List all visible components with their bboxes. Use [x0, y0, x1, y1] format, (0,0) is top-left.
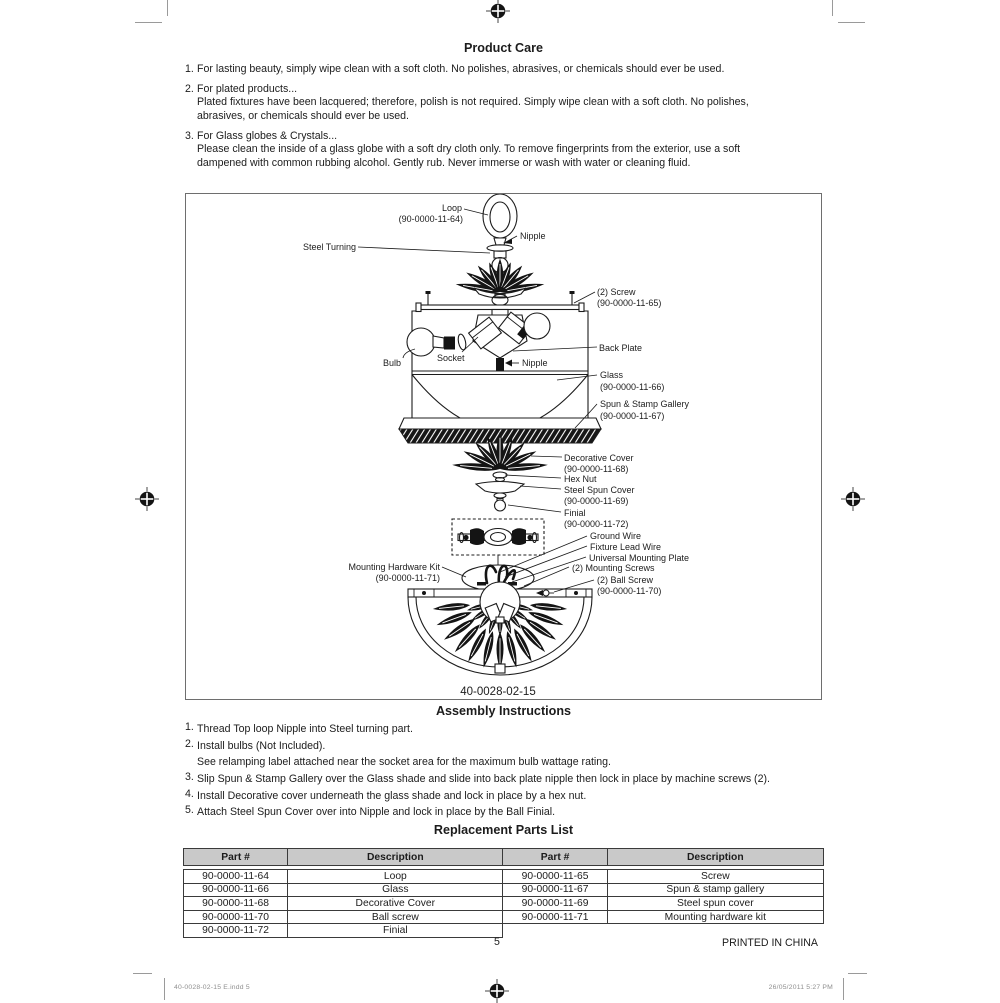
crop-mark — [843, 978, 844, 1000]
step-line: See relamping label attached near the socket area for the maximum bulb wattage rating. — [197, 756, 611, 769]
assembly-step — [185, 788, 835, 804]
finial-part — [495, 499, 506, 512]
item-line: For lasting beauty, simply wipe clean with a soft cloth. No polishes, abrasives, or chemicals should ever be used. — [197, 63, 725, 75]
registration-mark — [486, 0, 510, 23]
label-hex-nut: Hex Nut — [564, 474, 597, 484]
table-row — [184, 910, 824, 924]
product-care-item — [185, 130, 835, 170]
printed-in-china: PRINTED IN CHINA — [722, 937, 818, 949]
part-number-cell: 90-0000-11-66 — [184, 883, 288, 897]
crop-mark — [848, 973, 867, 974]
hex-nut-part — [493, 472, 507, 482]
label-back-plate: Back Plate — [599, 343, 643, 353]
item-line: Please clean the inside of a glass globe with a soft dry cloth only. To remove fingerprints from the exterior, use a soft — [197, 143, 741, 156]
label-mounting-hardware-kit: Mounting Hardware Kit — [348, 562, 440, 572]
column-header: Part # — [184, 849, 288, 866]
assembly-step — [185, 738, 835, 771]
label-decorative-cover: Decorative Cover — [564, 453, 634, 463]
item-line: abrasives, or chemicals should ever be used. — [197, 109, 409, 122]
label-nipple-mid: Nipple — [522, 358, 548, 368]
step-number: 4. — [185, 788, 194, 800]
part-number-cell: 90-0000-11-64 — [184, 870, 288, 884]
universal-mounting-plate-part — [458, 528, 538, 545]
label-fixture-lead-wire: Fixture Lead Wire — [590, 542, 662, 552]
item-number: 1. — [185, 63, 194, 75]
step-number: 2. — [185, 738, 194, 750]
crop-mark — [164, 978, 165, 1000]
crop-mark — [838, 22, 865, 23]
label-socket: Socket — [437, 353, 465, 363]
description-cell: Finial — [288, 924, 503, 938]
label-glass-part: (90-0000-11-66) — [600, 382, 665, 392]
assembly-title: Assembly Instructions — [435, 704, 572, 718]
label-screw: (2) Screw — [597, 287, 636, 297]
table-row — [184, 870, 824, 884]
dome-notch — [495, 664, 505, 673]
column-header: Description — [607, 849, 823, 866]
table-row — [184, 897, 824, 911]
parts-table-header — [183, 848, 824, 866]
loop-part — [483, 194, 517, 245]
item-line: dampened with common rubbing alcohol. Gently rub. Never immerse or wash with water or cleaning fluid. — [197, 156, 691, 169]
label-screw-part: (90-0000-11-65) — [597, 298, 662, 308]
parts-list-title: Replacement Parts List — [433, 823, 574, 837]
washer — [494, 493, 506, 498]
label-steel-spun-cover: Steel Spun Cover — [564, 485, 635, 495]
exploded-parts-diagram — [185, 193, 822, 700]
part-number-cell: 90-0000-11-70 — [184, 910, 288, 924]
part-number-cell: 90-0000-11-68 — [184, 897, 288, 911]
description-cell: Mounting hardware kit — [607, 910, 823, 924]
product-care-item — [185, 83, 835, 123]
description-cell: Glass — [288, 883, 503, 897]
part-number-cell: 90-0000-11-72 — [184, 924, 288, 938]
parts-table-body — [183, 869, 824, 938]
assembly-step — [185, 771, 835, 787]
print-timestamp: 26/05/2011 5:27 PM — [768, 984, 833, 991]
page-number: 5 — [494, 936, 500, 948]
part-number-cell: 90-0000-11-67 — [503, 883, 607, 897]
step-line: Install bulbs (Not Included). — [197, 740, 326, 752]
step-number: 3. — [185, 771, 194, 783]
item-line: For Glass globes & Crystals... — [197, 130, 338, 142]
steel-spun-cover-part — [476, 482, 524, 494]
item-number: 2. — [185, 83, 194, 95]
column-header: Description — [288, 849, 503, 866]
label-finial-part: (90-0000-11-72) — [564, 519, 629, 529]
step-line: Attach Steel Spun Cover over into Nipple and lock in place by the Ball Finial. — [197, 806, 556, 818]
step-number: 1. — [185, 721, 194, 733]
crop-mark — [167, 0, 168, 16]
label-bulb: Bulb — [383, 358, 402, 368]
registration-mark — [841, 487, 865, 511]
step-line: Thread Top loop Nipple into Steel turning part. — [197, 723, 413, 735]
label-decorative-cover-part: (90-0000-11-68) — [564, 464, 629, 474]
label-mounting-screws: (2) Mounting Screws — [572, 563, 655, 573]
step-line: Install Decorative cover underneath the glass shade and lock in place by a hex nut. — [197, 790, 587, 802]
print-file-name: 40-0028-02-15 E.indd 5 — [174, 984, 250, 991]
description-cell: Ball screw — [288, 910, 503, 924]
part-number-cell: 90-0000-11-65 — [503, 870, 607, 884]
label-nipple-top: Nipple — [520, 231, 546, 241]
description-cell: Spun & stamp gallery — [607, 883, 823, 897]
description-cell: Steel spun cover — [607, 897, 823, 911]
registration-mark — [485, 979, 509, 1003]
nipple-part — [487, 245, 513, 251]
item-number: 3. — [185, 130, 194, 142]
bulb-part — [407, 328, 467, 356]
label-ball-screw: (2) Ball Screw — [597, 575, 654, 585]
registration-mark — [135, 487, 159, 511]
label-loop: Loop — [441, 203, 462, 213]
crop-mark — [832, 0, 833, 16]
label-steel-spun-cover-part: (90-0000-11-69) — [564, 496, 629, 506]
crop-mark — [133, 973, 152, 974]
label-gallery: Spun & Stamp Gallery — [600, 399, 690, 409]
label-mounting-hardware-kit-part: (90-0000-11-71) — [375, 573, 440, 583]
description-cell: Decorative Cover — [288, 897, 503, 911]
label-ball-screw-part: (90-0000-11-70) — [597, 586, 662, 596]
label-finial: Finial — [564, 508, 586, 518]
column-header: Part # — [503, 849, 607, 866]
nipple-part — [496, 358, 504, 371]
label-gallery-part: (90-0000-11-67) — [600, 411, 665, 421]
label-steel-turning: Steel Turning — [302, 242, 356, 252]
description-cell: Loop — [288, 870, 503, 884]
product-care-item — [185, 63, 835, 76]
product-care-title: Product Care — [463, 41, 544, 55]
step-line: Slip Spun & Stamp Gallery over the Glass shade and slide into back plate nipple then lock in place by machine screws (2). — [197, 773, 770, 785]
step-number: 5. — [185, 804, 194, 816]
label-loop-part: (90-0000-11-64) — [398, 214, 463, 224]
parts-table — [183, 848, 824, 938]
description-cell: Screw — [607, 870, 823, 884]
assembly-step — [185, 721, 835, 737]
item-line: Plated fixtures have been lacquered; therefore, polish is not required. Simply wipe clean with a soft cloth. No polishes, — [197, 96, 749, 109]
part-number-cell: 90-0000-11-69 — [503, 897, 607, 911]
label-universal-mounting-plate: Universal Mounting Plate — [589, 553, 690, 563]
crop-mark — [135, 22, 162, 23]
assembly-step — [185, 804, 835, 820]
label-ground-wire: Ground Wire — [590, 531, 642, 541]
top-leaf-crown — [455, 258, 545, 295]
diagram-caption: 40-0028-02-15 — [460, 686, 536, 698]
item-line: For plated products... — [197, 83, 298, 95]
part-number-cell: 90-0000-11-71 — [503, 910, 607, 924]
label-glass: Glass — [600, 370, 624, 380]
table-row — [184, 883, 824, 897]
